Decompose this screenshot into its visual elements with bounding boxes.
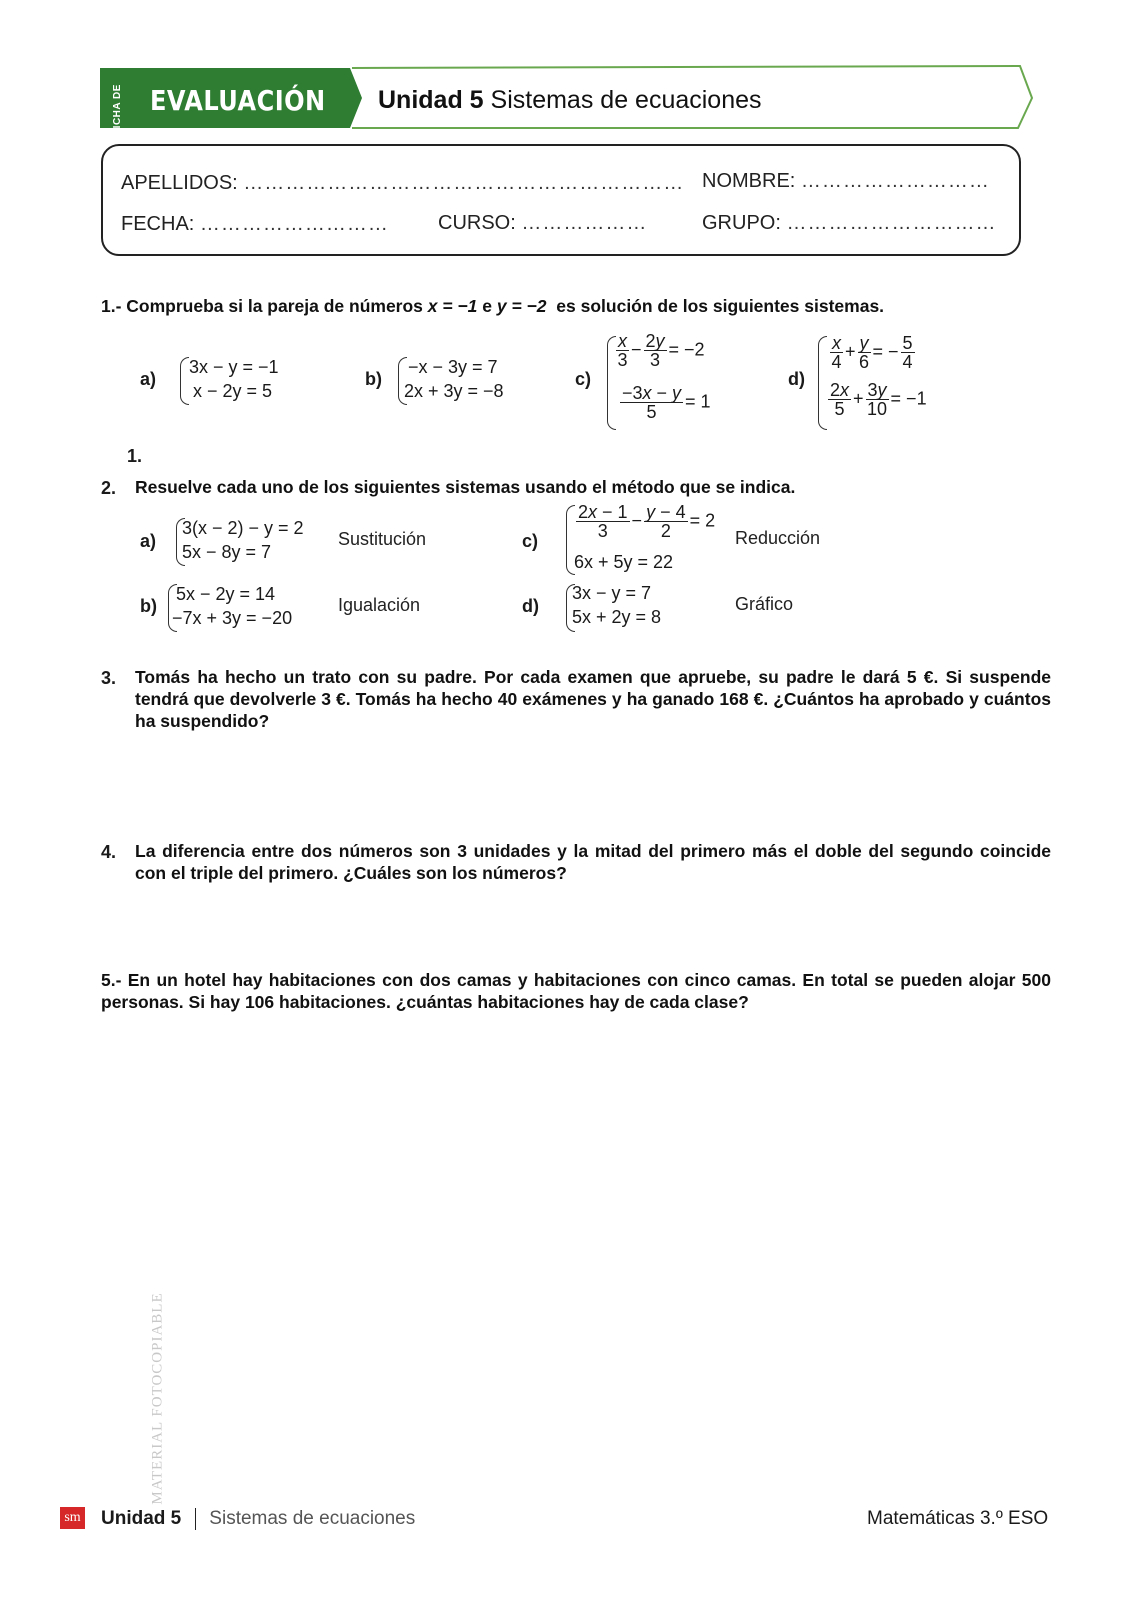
q2-c-eq2: 6x + 5y = 22 [574,552,674,572]
q1-a-label: a) [140,369,157,389]
stray-number: 1. [127,446,143,466]
ficha-label: FICHA DE [111,84,123,135]
student-info-box [101,144,1021,256]
q2-d-eq2: 5x + 2y = 8 [572,607,662,627]
q2-a-eq2: 5x − 8y = 7 [182,542,272,562]
publisher-logo: sm [60,1507,85,1529]
q2-d-label: d) [522,596,539,616]
question-3-number: 3. [101,668,117,688]
q1-d-label: d) [788,369,805,389]
question-2-text: Resuelve cada uno de los siguientes sistemas usando el método que se indica. [135,477,796,497]
q1-b-eq2: 2x + 3y = −8 [404,381,504,401]
apellidos-field[interactable]: APELLIDOS: ……………………………………………………… [121,172,685,194]
q1-b-label: b) [365,369,382,389]
photocopy-watermark: MATERIAL FOTOCOPIABLE [149,1292,166,1505]
q1-a-eq2: x − 2y = 5 [193,381,273,401]
q2-a-label: a) [140,531,157,551]
q1-d-eq2: $\frac{2x}{5}$ + $\frac{3y}{10}$ = −1 [830,380,927,419]
q2-c-eq1: $\frac{2x - 1}{3}$ − $\frac{y - 4}{2}$ = 2 [578,502,716,541]
question-5-text: 5.- En un hotel hay habitaciones con dos camas y habitaciones con cinco camas. En total se pueden alojar 500 personas. Si hay 106 habitaciones. ¿cuántas habitaciones hay de cada clase? [101,970,1051,1012]
q2-a-method: Sustitución [338,529,427,549]
q1-d-eq1: $\frac{x}{4}$ + $\frac{y}{6}$ = − $\frac{5}{4}$ [831,333,913,372]
question-2-number: 2. [101,478,117,498]
fecha-field[interactable]: FECHA: ……………………… [121,213,389,235]
q2-b-eq1: 5x − 2y = 14 [176,584,276,604]
evaluation-title: EVALUACIÓN [150,84,326,117]
q2-b-label: b) [140,596,157,616]
question-4-number: 4. [101,842,117,862]
footer-unit: Unidad 5 Sistemas de ecuaciones [101,1508,416,1530]
q2-b-method: Igualación [338,595,421,615]
nombre-field[interactable]: NOMBRE: ……………………… [702,170,990,192]
footer-course: Matemáticas 3.º ESO [867,1508,1049,1529]
curso-field[interactable]: CURSO: ……………… [438,212,648,234]
q2-a-eq1: 3(x − 2) − y = 2 [182,518,304,538]
question-3-text: Tomás ha hecho un trato con su padre. Por cada examen que apruebe, su padre le dará 5 €. Si suspende tendrá que devolverle 3 €. Tomás ha hecho 40 exámenes y ha ganado 168 €. ¿Cuántos ha aprobado y cuántos ha suspendido? [135,667,1051,731]
grupo-field[interactable]: GRUPO: ………………………… [702,212,997,234]
q1-a-brace [180,357,189,405]
question-1-text: 1.- Comprueba si la pareja de números x = −1 e y = −2 es solución de los siguientes sistemas. [101,296,885,316]
q2-c-method: Reducción [735,528,821,548]
q1-c-eq2: $\frac{-3x - y}{5}$ = 1 [622,383,711,422]
q1-c-eq1: $\frac{x}{3}$ − $\frac{2y}{3}$ = −2 [617,331,705,370]
unit-title: Unidad 5 Sistemas de ecuaciones [378,86,762,114]
q1-c-label: c) [575,369,592,389]
q1-a-eq1: 3x − y = −1 [189,357,279,377]
q2-d-eq1: 3x − y = 7 [572,583,652,603]
q2-d-method: Gráfico [735,594,794,614]
question-4-text: La diferencia entre dos números son 3 unidades y la mitad del primero más el doble del segundo coincide con el triple del primero. ¿Cuáles son los números? [135,841,1051,883]
q2-c-label: c) [522,531,539,551]
q1-b-eq1: −x − 3y = 7 [408,357,498,377]
q2-b-eq2: −7x + 3y = −20 [172,608,293,628]
